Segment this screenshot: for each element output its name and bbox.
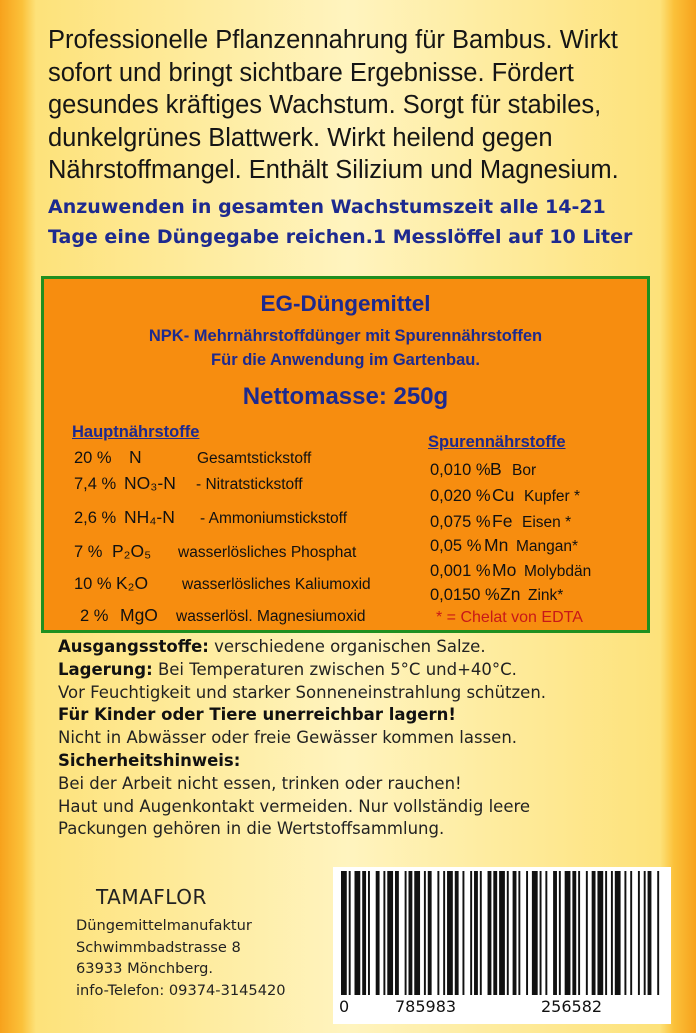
barcode-bar (428, 871, 432, 995)
raw-materials-label: Ausgangsstoffe: (58, 637, 209, 656)
barcode-bar (408, 871, 412, 995)
description-line: Professionelle Pflanzennahrung für Bambus. Wirkt (48, 26, 618, 54)
barcode-bar (540, 871, 542, 995)
main-nutrient-row (74, 507, 347, 528)
description-line: sofort und bringt sichtbare Ergebnisse. Fördert (48, 58, 574, 87)
barcode-bar (349, 871, 351, 995)
nutrient-description: Eisen * (522, 514, 572, 531)
trace-nutrient-row (430, 535, 578, 556)
safety-line: Vor Feuchtigkeit und starker Sonneneinstrahlung schützen. (58, 682, 547, 702)
company-name: TAMAFLOR (96, 885, 207, 909)
declaration-subtitle: Für die Anwendung im Gartenbau. (211, 351, 480, 369)
nutrient-description: Gesamtstickstoff (197, 450, 312, 467)
nutrient-symbol: Fe (492, 511, 513, 531)
barcode-bar (480, 871, 482, 995)
barcode-bar (597, 871, 603, 995)
barcode-bar (470, 871, 472, 995)
usage-line: Tage eine Düngegabe reichen.1 Messlöffel auf 10 Liter (48, 226, 633, 248)
description-line: gesundes kräftiges Wachstum. Sorgt für stabiles, (48, 91, 602, 119)
trace-nutrient-row (430, 584, 563, 605)
raw-materials-text: verschiedene organischen Salze. (208, 637, 486, 656)
barcode-bar (648, 871, 652, 995)
barcode-bar (387, 871, 393, 995)
trace-nutrient-row (430, 485, 580, 506)
barcode-bar (488, 871, 492, 995)
barcode-bar (355, 871, 361, 995)
nutrient-symbol: Mo (492, 560, 517, 580)
usage-instructions (48, 192, 668, 252)
barcode-bar (545, 871, 547, 995)
barcode-bar (630, 871, 632, 995)
safety-line: Nicht in Abwässer oder freie Gewässer kommen lassen. (58, 728, 518, 748)
barcode-bar (565, 871, 571, 995)
nutrient-symbol: NH₄-N (124, 507, 175, 527)
barcode-bar (507, 871, 509, 995)
barcode-digit: 0 (339, 997, 350, 1016)
barcode-bar (518, 871, 520, 995)
barcode-bar (605, 871, 607, 995)
barcode (333, 867, 671, 1024)
trace-nutrient-row (430, 459, 536, 480)
barcode-bar (443, 871, 445, 995)
phone-line: info-Telefon: 09374-3145420 (76, 981, 286, 999)
trace-nutrients-heading: Spurennährstoffe (428, 433, 566, 451)
main-nutrient-row (80, 605, 366, 626)
nutrient-description: Mangan* (516, 538, 579, 555)
nutrient-symbol: Zn (500, 584, 521, 604)
barcode-bar (644, 871, 646, 995)
chelat-note: * = Chelat von EDTA (436, 609, 583, 626)
barcode-bar (586, 871, 588, 995)
declaration-subtitle: NPK- Mehrnährstoffdünger mit Spurennährstoffen (148, 327, 543, 345)
nutrient-description: wasserlösl. Magnesiumoxid (176, 608, 366, 625)
barcode-group: 256582 (541, 997, 603, 1016)
trace-nutrient-row (430, 511, 571, 532)
barcode-bar (414, 871, 420, 995)
nutrient-symbol: N (129, 447, 142, 467)
barcode-number (333, 997, 671, 1021)
main-nutrient-row (74, 573, 371, 594)
raw-materials-line (58, 636, 683, 659)
net-mass: Nettomasse: 250g (242, 383, 449, 410)
barcode-bar (455, 871, 459, 995)
barcode-bar (437, 871, 439, 995)
main-nutrient-row (74, 541, 356, 562)
nutrient-percent: 0,05 % (430, 537, 482, 555)
main-nutrient-row (74, 447, 311, 468)
product-description (48, 24, 668, 187)
nutrient-percent: 2,6 % (74, 509, 117, 527)
nutrient-percent: 0,001 % (430, 562, 491, 580)
nutrient-symbol: Cu (492, 485, 515, 505)
description-line: Nährstoffmangel. Enthält Silizium und Magnesium. (48, 156, 619, 184)
nutrient-percent: 10 % (74, 575, 112, 593)
nutrient-symbol: MgO (120, 605, 158, 625)
barcode-bar (513, 871, 517, 995)
barcode-bar (395, 871, 399, 995)
nutrient-percent: 20 % (74, 449, 112, 467)
safety-line: Packungen gehören in die Wertstoffsammlung. (58, 819, 445, 839)
barcode-bar (638, 871, 640, 995)
address-line: Schwimmbadstrasse 8 (76, 938, 241, 956)
nutrient-percent: 0,020 % (430, 487, 491, 505)
barcode-bar (592, 871, 596, 995)
barcode-bar (499, 871, 505, 995)
storage-text: Bei Temperaturen zwischen 5°C und+40°C. (152, 659, 517, 679)
description-line: dunkelgrünes Blattwerk. Wirkt heilend gegen (48, 123, 553, 152)
barcode-bar (615, 871, 621, 995)
barcode-bar (341, 871, 347, 995)
barcode-bar (362, 871, 366, 995)
barcode-bar (657, 871, 659, 995)
nutrient-percent: 2 % (80, 607, 109, 625)
storage-label: Lagerung: (58, 659, 153, 679)
address-line: 63933 Mönchberg. (76, 960, 213, 977)
nutrient-description: wasserlösliches Kaliumoxid (182, 576, 371, 593)
barcode-bar (405, 871, 407, 995)
nutrient-percent: 0,0150 % (430, 586, 500, 604)
main-nutrient-row (74, 473, 303, 494)
declaration-title: EG-Düngemittel (260, 291, 431, 316)
nutrient-symbol: Mn (484, 535, 509, 555)
safety-information (58, 636, 683, 841)
manufacturer-address (76, 885, 346, 1001)
trace-nutrient-row (430, 560, 591, 581)
nutrient-description: Bor (512, 462, 537, 479)
barcode-bar (553, 871, 557, 995)
barcode-bar (526, 871, 528, 995)
barcode-bar (447, 871, 453, 995)
barcode-bar (624, 871, 626, 995)
barcode-bar (474, 871, 478, 995)
nutrient-percent: 0,075 % (430, 513, 491, 531)
barcode-bar (368, 871, 370, 995)
main-nutrients-heading: Hauptnährstoffe (72, 423, 200, 441)
barcode-bar (559, 871, 561, 995)
barcode-bar (578, 871, 580, 995)
barcode-bar (376, 871, 380, 995)
safety-line: Haut und Augenkontakt vermeiden. Nur vollständig leere (58, 796, 531, 816)
nutrient-description: Zink* (528, 587, 564, 604)
barcode-bars (341, 871, 663, 995)
nutrient-percent: 0,010 % (430, 461, 491, 479)
storage-line (58, 659, 683, 682)
nutrient-symbol: P₂O₅ (112, 541, 152, 561)
nutrient-description: Kupfer * (524, 488, 581, 505)
barcode-bar (493, 871, 497, 995)
address-line: Düngemittelmanufaktur (76, 917, 252, 934)
barcode-bar (532, 871, 538, 995)
nutrient-symbol: NO₃-N (124, 473, 176, 493)
barcode-bar (424, 871, 426, 995)
safety-warning: Für Kinder oder Tiere unerreichbar lagern! (58, 705, 456, 725)
barcode-bar (383, 871, 385, 995)
nutrient-description: wasserlösliches Phosphat (178, 544, 357, 561)
nutrient-symbol: B (490, 459, 502, 479)
nutrient-description: - Ammoniumstickstoff (200, 510, 348, 527)
barcode-bar (611, 871, 613, 995)
safety-heading: Sicherheitshinweis: (58, 750, 241, 770)
barcode-bar (462, 871, 464, 995)
nutrient-description: Molybdän (524, 563, 592, 580)
barcode-bar (572, 871, 576, 995)
barcode-group: 785983 (395, 997, 457, 1016)
nutrient-percent: 7,4 % (74, 475, 117, 493)
nutrient-percent: 7 % (74, 543, 103, 561)
fertilizer-declaration-box (41, 276, 650, 633)
nutrient-symbol: K₂O (116, 573, 149, 593)
usage-line: Anzuwenden in gesamten Wachstumszeit alle 14-21 (48, 196, 606, 218)
safety-line: Bei der Arbeit nicht essen, trinken oder rauchen! (58, 773, 462, 793)
nutrient-description: - Nitratstickstoff (196, 476, 303, 493)
